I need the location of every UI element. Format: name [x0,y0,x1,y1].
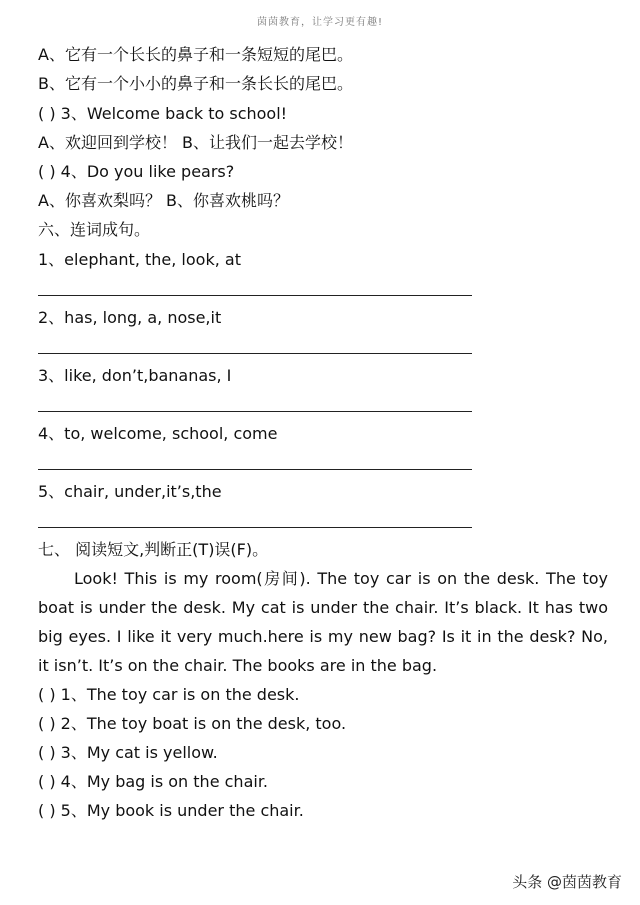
judge-question: ( ) 5、My book is under the chair. [38,801,304,820]
option-line: A、它有一个长长的鼻子和一条短短的尾巴。 [38,45,353,64]
judge-question: ( ) 4、My bag is on the chair. [38,772,269,791]
reorder-question: 3、like, don’t,bananas, I [38,366,232,385]
reading-passage: Look! This is my room(房间). The toy car is on the desk. The toy boat is under the desk. My cat is under the chair. It’s black. It has two big eyes. I like it very much.here is my new bag? Is it in the desk? No, it isn’t. It’s on the chair. The books are in the bag. [38,569,608,675]
reorder-question: 2、has, long, a, nose,it [38,308,222,327]
reorder-question: 1、elephant, the, look, at [38,250,241,269]
page-header: 茵茵教育，让学习更有趣! [256,17,383,28]
section-title: 七、 阅读短文,判断正(T)误(F)。 [38,540,269,559]
answer-line[interactable] [38,469,472,470]
option-line: B、它有一个小小的鼻子和一条长长的尾巴。 [38,74,353,93]
judge-question: ( ) 3、My cat is yellow. [38,743,218,762]
option-line: A、欢迎回到学校！ B、让我们一起去学校！ [38,133,354,152]
answer-line[interactable] [38,295,472,296]
watermark: 头条 @茵茵教育 [508,870,626,893]
reorder-question: 5、chair, under,it’s,the [38,482,222,501]
judge-question: ( ) 1、The toy car is on the desk. [38,685,300,704]
answer-line[interactable] [38,353,472,354]
answer-line[interactable] [38,527,472,528]
question-line: ( ) 4、Do you like pears? [38,162,235,181]
answer-line[interactable] [38,411,472,412]
reorder-question: 4、to, welcome, school, come [38,424,278,443]
option-line: A、你喜欢梨吗？ B、你喜欢桃吗？ [38,191,290,210]
judge-question: ( ) 2、The toy boat is on the desk, too. [38,714,347,733]
section-title: 六、连词成句。 [38,220,151,239]
question-line: ( ) 3、Welcome back to school! [38,104,288,123]
